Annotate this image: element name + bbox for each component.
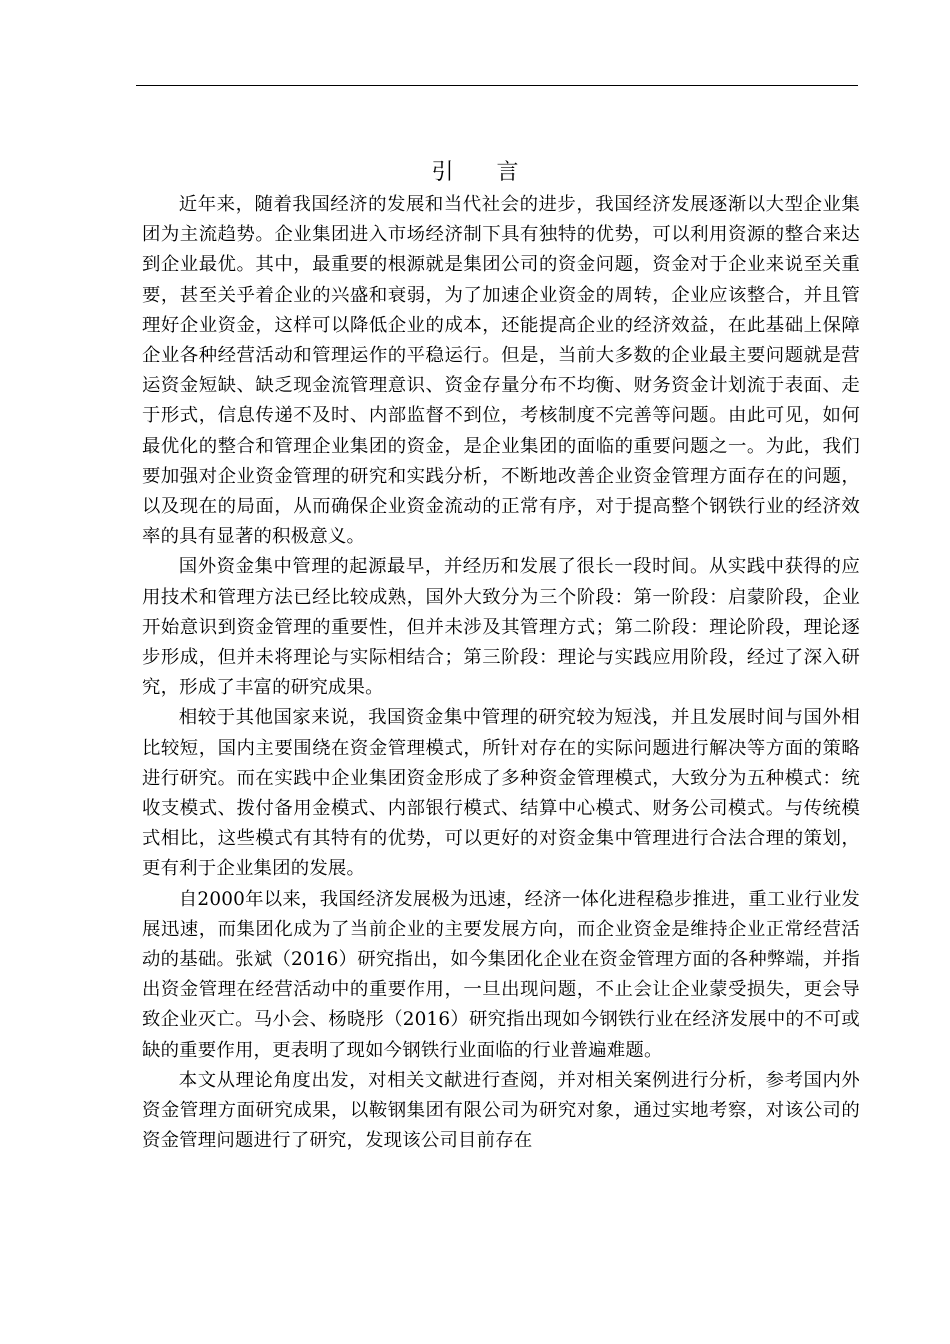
body-text bbox=[142, 190, 860, 1157]
page-title: 引 言 bbox=[431, 160, 537, 185]
paragraph-1: 近年来，随着我国经济的发展和当代社会的进步，我国经济发展逐渐以大型企业集团为主流趋势。企业集团进入市场经济制下具有独特的优势，可以利用资源的整合来达到企业最优。其中，最重要的根源就是集团公司的资金问题，资金对于企业来说至关重要，甚至关乎着企业的兴盛和衰弱，为了加速企业资金的周转，企业应该整合，并且管理好企业资金，这样可以降低企业的成本，还能提高企业的经济效益，在此基础上保障企业各种经营活动和管理运作的平稳运行。但是，当前大多数的企业最主要问题就是营运资金短缺、缺乏现金流管理意识、资金存量分布不均衡、财务资金计划流于表面、走于形式，信息传递不及时、内部监督不到位，考核制度不完善等问题。由此可见，如何最优化的整合和管理企业集团的资金，是企业集团的面临的重要问题之一。为此，我们要加强对企业资金管理的研究和实践分析，不断地改善企业资金管理方面存在的问题，以及现在的局面，从而确保企业资金流动的正常有序，对于提高整个钢铁行业的经济效率的具有显著的积极意义。 bbox=[142, 194, 860, 548]
paragraph-5: 本文从理论角度出发，对相关文献进行查阅，并对相关案例进行分析，参考国内外资金管理方面研究成果，以鞍钢集团有限公司为研究对象，通过实地考察，对该公司的资金管理问题进行了研究，发现该公司目前存在 bbox=[142, 1069, 860, 1152]
paragraph-3: 相较于其他国家来说，我国资金集中管理的研究较为短浅，并且发展时间与国外相比较短，国内主要围绕在资金管理模式，所针对存在的实际问题进行解决等方面的策略进行研究。而在实践中企业集团资金形成了多种资金管理模式，大致分为五种模式：统收支模式、拨付备用金模式、内部银行模式、结算中心模式、财务公司模式。与传统模式相比，这些模式有其特有的优势，可以更好的对资金集中管理进行合法合理的策划，更有利于企业集团的发展。 bbox=[142, 707, 860, 880]
paragraph-2: 国外资金集中管理的起源最早，并经历和发展了很长一段时间。从实践中获得的应用技术和管理方法已经比较成熟，国外大致分为三个阶段：第一阶段：启蒙阶段，企业开始意识到资金管理的重要性，但并未涉及其管理方式；第二阶段：理论阶段，理论逐步形成，但并未将理论与实际相结合；第三阶段：理论与实践应用阶段，经过了深入研究，形成了丰富的研究成果。 bbox=[142, 556, 860, 699]
header-rule bbox=[136, 85, 858, 86]
paragraph-4: 自2000年以来，我国经济发展极为迅速，经济一体化进程稳步推进，重工业行业发展迅速，而集团化成为了当前企业的主要发展方向，而企业资金是维持企业正常经营活动的基础。张斌（2016）研究指出，如今集团化企业在资金管理方面的各种弊端，并指出资金管理在经营活动中的重要作用，一旦出现问题，不止会让企业蒙受损失，更会导致企业灭亡。马小会、杨晓彤（2016）研究指出现如今钢铁行业在经济发展中的不可或缺的重要作用，更表明了现如今钢铁行业面临的行业普遍难题。 bbox=[142, 888, 860, 1061]
